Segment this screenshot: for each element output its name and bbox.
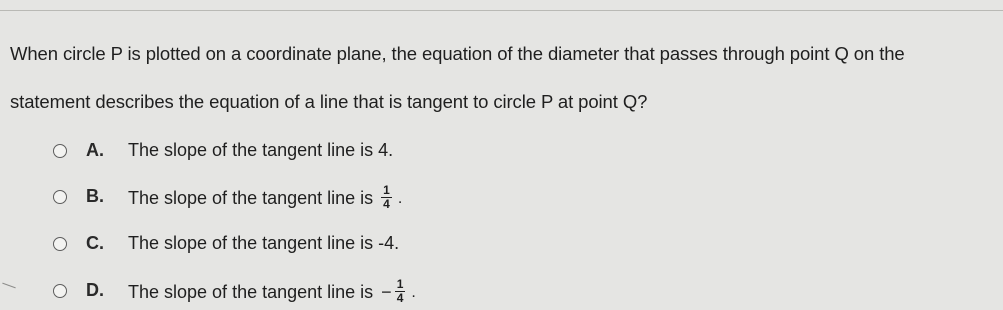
option-d-numerator: 1 — [396, 277, 404, 291]
question-text — [10, 30, 1003, 126]
option-d-letter: D. — [86, 280, 104, 300]
option-b[interactable] — [0, 183, 700, 213]
option-d-fraction — [395, 279, 406, 304]
option-b-denominator: 4 — [383, 197, 390, 211]
option-c-letter: C. — [86, 233, 104, 253]
option-d[interactable] — [0, 277, 700, 307]
option-c-text — [128, 233, 399, 254]
option-b-letter: B. — [86, 186, 104, 206]
question-line-1: When circle P is plotted on a coordinate plane, the equation of the diameter that passes through point Q on the — [10, 43, 905, 64]
question-line-2: statement describes the equation of a line that is tangent to circle P at point Q? — [10, 91, 648, 112]
option-b-text — [128, 183, 403, 211]
option-b-label: The slope of the tangent line is — [128, 188, 374, 208]
option-a[interactable] — [0, 137, 700, 167]
option-a-letter: A. — [86, 140, 104, 160]
page-top-divider — [0, 10, 1003, 11]
option-c-label: The slope of the tangent line is -4. — [128, 233, 400, 253]
option-b-period: . — [397, 189, 403, 207]
option-d-denominator: 4 — [396, 291, 404, 305]
option-c-radio[interactable] — [53, 237, 67, 251]
option-d-radio[interactable] — [53, 284, 67, 298]
option-d-period: . — [411, 283, 416, 301]
option-c[interactable] — [0, 230, 700, 260]
option-d-label: The slope of the tangent line is — [128, 282, 374, 302]
option-d-text — [128, 277, 416, 305]
option-b-radio[interactable] — [53, 190, 67, 204]
option-a-radio[interactable] — [53, 144, 67, 158]
option-a-text — [128, 140, 393, 161]
option-b-fraction — [381, 185, 392, 210]
option-b-numerator: 1 — [383, 183, 390, 197]
option-d-minus-sign: − — [381, 282, 392, 302]
option-a-label: The slope of the tangent line is 4. — [128, 140, 394, 160]
